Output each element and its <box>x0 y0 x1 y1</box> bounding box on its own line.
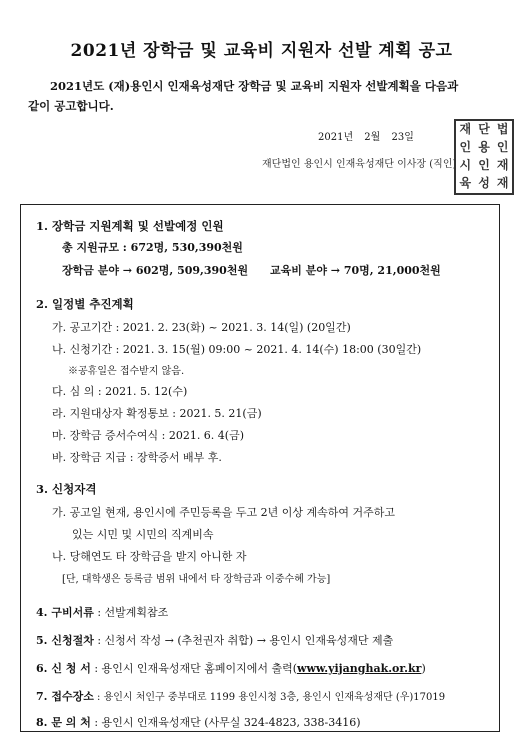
notice-title: 2021년 장학금 및 교육비 지원자 선발 계획 공고 <box>70 41 453 61</box>
official-seal <box>454 119 514 195</box>
eligibility-item: 나. 당해연도 타 장학금을 받지 아니한 자 <box>52 550 247 563</box>
section-8 <box>36 714 361 730</box>
seal-char: 시 <box>459 158 472 172</box>
section-3-heading: 3. 신청자격 <box>36 482 97 496</box>
section-5-label: 5. 신청절차 <box>36 634 94 647</box>
date-year: 2021년 <box>318 132 354 143</box>
section-1-scholarship: 장학금 분야 → 602명, 509,390천원 <box>62 264 249 277</box>
seal-char: 단 <box>478 122 490 136</box>
section-6-close: ) <box>421 662 426 675</box>
section-1-education: 교육비 분야 → 70명, 21,000천원 <box>270 264 441 277</box>
section-6-value: : 용인시 인재육성재단 홈페이지에서 출력( <box>94 662 297 675</box>
seal-char: 용 <box>478 140 490 154</box>
homepage-link[interactable]: www.yijanghak.or.kr <box>296 662 422 675</box>
section-4-value: : 선발계획참조 <box>97 606 169 619</box>
seal-char: 재 <box>496 158 509 172</box>
section-7-value: : 용인시 처인구 중부대로 1199 용인시청 3층, 용인시 인재육성재단 (우)17019 <box>97 692 446 703</box>
intro-paragraph <box>28 76 498 116</box>
notice-date <box>318 128 422 143</box>
schedule-item: 다. 심 의 : 2021. 5. 12(수) <box>52 385 188 398</box>
section-8-value: : 용인시 인재육성재단 (사무실 324-4823, 338-3416) <box>94 716 361 729</box>
seal-char: 재 <box>459 122 472 136</box>
section-6 <box>36 660 426 676</box>
section-1-heading: 1. 장학금 지원계획 및 선발예정 인원 <box>36 219 224 233</box>
schedule-item: 가. 공고기간 : 2021. 2. 23(화) ~ 2021. 3. 14(일) (20일간) <box>52 321 351 334</box>
schedule-item: 바. 장학금 지급 : 장학증서 배부 후. <box>52 451 222 464</box>
schedule-note: ※공휴일은 접수받지 않음. <box>68 366 185 377</box>
seal-char: 인 <box>496 140 509 154</box>
seal-char: 인 <box>459 140 472 154</box>
issuer-line: 재단법인 용인시 인재육성재단 이사장 (직인) <box>262 159 457 170</box>
eligibility-note: [단, 대학생은 등록금 범위 내에서 타 장학금과 이중수혜 가능] <box>62 574 331 585</box>
seal-char: 인 <box>478 158 490 172</box>
section-5 <box>36 632 393 648</box>
seal-char: 재 <box>496 176 509 190</box>
section-2-heading: 2. 일정별 추진계획 <box>36 297 134 311</box>
date-day: 23일 <box>391 132 414 143</box>
date-month: 2월 <box>364 132 381 143</box>
section-7-label: 7. 접수장소 <box>36 690 94 703</box>
schedule-item: 라. 지원대상자 확정통보 : 2021. 5. 21(금) <box>52 407 262 420</box>
section-4 <box>36 604 168 620</box>
schedule-item: 나. 신청기간 : 2021. 3. 15(월) 09:00 ~ 2021. 4. 14(수) 18:00 (30일간) <box>52 343 422 356</box>
eligibility-item: 있는 시민 및 시민의 직계비속 <box>72 528 214 541</box>
schedule-item: 마. 장학금 증서수여식 : 2021. 6. 4(금) <box>52 429 245 442</box>
section-1-total: 총 지원규모 : 672명, 530,390천원 <box>62 241 243 254</box>
intro-line-1: 2021년도 (재)용인시 인재육성재단 장학금 및 교육비 지원자 선발계획을 다음과 <box>50 79 459 93</box>
seal-char: 성 <box>478 176 490 190</box>
section-8-label: 8. 문 의 처 <box>36 716 91 729</box>
section-6-label: 6. 신 청 서 <box>36 662 91 675</box>
section-4-label: 4. 구비서류 <box>36 606 94 619</box>
section-7 <box>36 688 445 704</box>
seal-char: 법 <box>496 122 509 136</box>
intro-line-2: 같이 공고합니다. <box>28 99 114 113</box>
eligibility-item: 가. 공고일 현재, 용인시에 주민등록을 두고 2년 이상 계속하여 거주하고 <box>52 506 395 519</box>
details-box <box>20 204 500 732</box>
section-5-value: : 신청서 작성 → (추천권자 취합) → 용인시 인재육성재단 제출 <box>97 634 394 647</box>
seal-char: 육 <box>459 176 472 190</box>
